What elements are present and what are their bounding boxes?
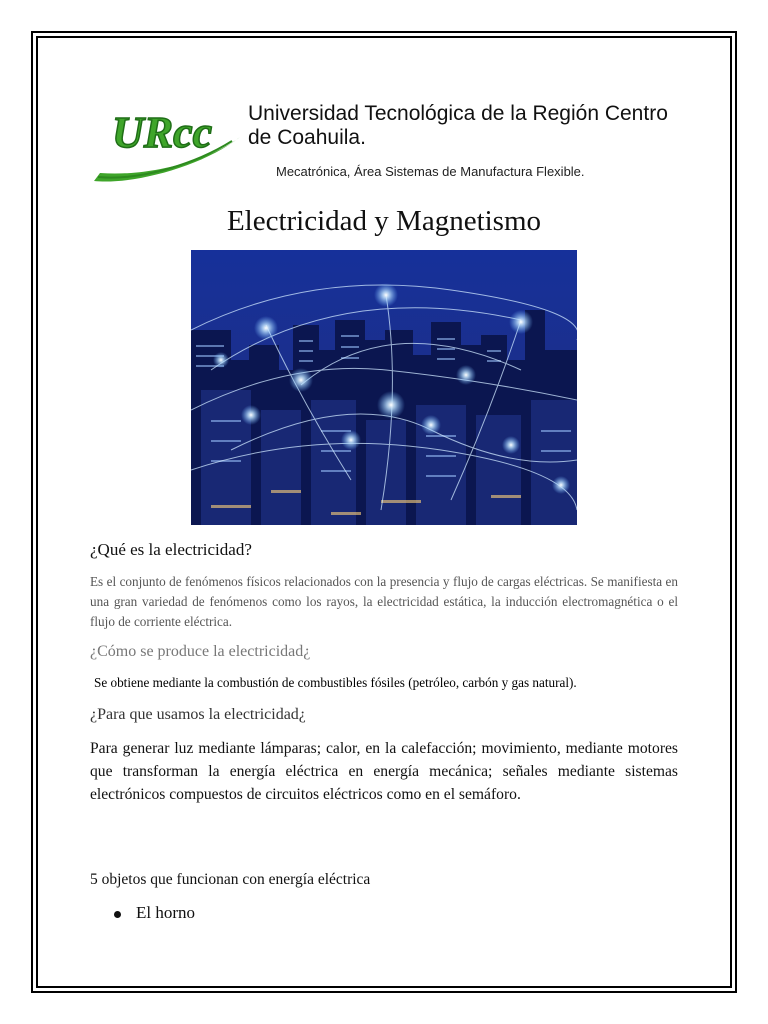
department-name: Mecatrónica, Área Sistemas de Manufactura Flexible. xyxy=(276,164,585,179)
document-title: Electricidad y Magnetismo xyxy=(226,205,542,237)
heading-how-produced: ¿Cómo se produce la electricidad¿ xyxy=(90,643,311,660)
paragraph-what-is-electricity: Es el conjunto de fenómenos físicos relacionados con la presencia y flujo de cargas eléctricas. Se manifiesta en una gran variedad de fenómenos como los rayos, la electricidad estática, la inducción electromagnética o el flujo de corriente eléctrica. xyxy=(90,574,678,629)
bullet-icon xyxy=(114,911,121,918)
list-item-text: El horno xyxy=(136,903,196,922)
paragraph-how-produced: Se obtiene mediante la combustión de combustibles fósiles (petróleo, carbón y gas natural). xyxy=(94,675,577,690)
list-item xyxy=(112,903,195,923)
university-name: Universidad Tecnológica de la Región Centro de Coahuila. xyxy=(248,102,668,149)
paragraph-uses: Para generar luz mediante lámparas; calor, en la calefacción; movimiento, mediante motores que transforman la energía eléctrica en energía mecánica; señales mediante sistemas electrónicos compuestos de circuitos eléctricos como en el semáforo. xyxy=(90,740,678,803)
heading-electric-objects: 5 objetos que funcionan con energía eléctrica xyxy=(90,871,371,888)
electric-objects-list xyxy=(112,903,195,923)
university-logo xyxy=(92,97,242,187)
heading-what-is-electricity: ¿Qué es la electricidad? xyxy=(90,540,252,559)
city-network-image xyxy=(191,250,577,525)
logo-text: URcc xyxy=(112,108,213,157)
heading-uses: ¿Para que usamos la electricidad¿ xyxy=(90,706,306,723)
